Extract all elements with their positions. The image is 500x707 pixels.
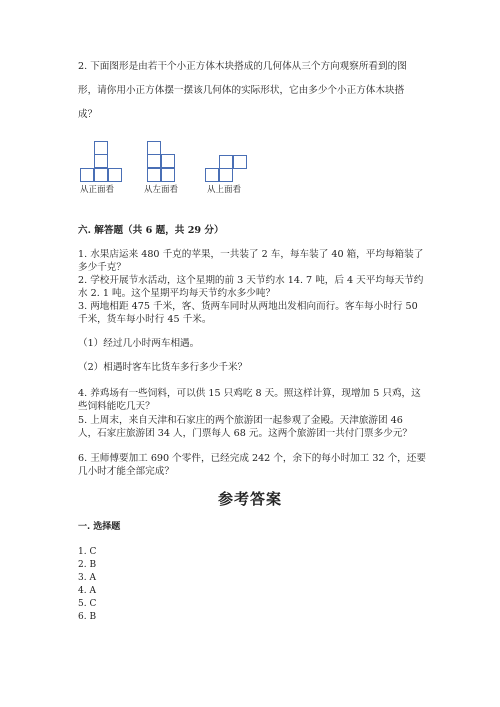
answers-title: 参考答案: [217, 490, 282, 508]
q4-line1: 4. 养鸡场有一些饲料，可以供 15 只鸡吃 8 天。照这样计算，现增加 5 只鸡，这: [78, 388, 421, 399]
answer-item: 1. C: [78, 547, 97, 557]
q3-sub1: （1）经过几小时两车相遇。: [78, 338, 200, 349]
q6-line1: 6. 王师傅要加工 690 个零件，已经完成 242 个，余下的每小时加工 32 个，还要: [78, 453, 426, 464]
left-view-label: 从左面看: [144, 185, 179, 195]
q3-line1: 3. 两地相距 475 千米，客、货两车同时从两地出发相向而行。客车每小时行 50: [78, 301, 418, 312]
answer-item: 6. B: [78, 612, 97, 622]
answer-item: 2. B: [78, 560, 97, 570]
q1-line1: 1. 水果店运来 480 千克的苹果，一共装了 2 车，每车装了 40 箱，平均每箱装了: [78, 249, 424, 260]
answer-item: 3. A: [78, 573, 96, 583]
q5-line1: 5. 上周末，来自天津和石家庄的两个旅游团一起参观了金殿。天津旅游团 46: [78, 415, 403, 426]
q1-line2: 多少千克？: [78, 262, 126, 273]
answers-section-heading: 一. 选择题: [78, 522, 121, 532]
problem2-line1: 2. 下面图形是由若干个小正方体木块搭成的几何体从三个方向观察所看到的图: [78, 61, 407, 72]
section6-heading: 六. 解答题（共 6 题，共 29 分）: [78, 225, 224, 236]
answer-item: 5. C: [78, 599, 97, 609]
left-view-figure: [147, 141, 177, 183]
answer-item: 4. A: [78, 586, 96, 596]
q2-line2: 水 2. 1 吨。这个星期平均每天节约水多少吨？: [78, 288, 276, 299]
front-view-grid: [80, 141, 122, 183]
top-view-figure: [205, 155, 249, 185]
top-view-label: 从上面看: [207, 185, 242, 195]
q2-line1: 2. 学校开展节水活动，这个星期的前 3 天节约水 14. 7 吨，后 4 天平均每天节约: [78, 275, 424, 286]
top-view-grid: [205, 155, 249, 185]
q5-line2: 人，石家庄旅游团 34 人，门票每人 68 元。这两个旅游团一共付门票多少元？: [78, 428, 413, 439]
front-view-label: 从正面看: [80, 185, 115, 195]
q6-line2: 几小时才能全部完成？: [78, 466, 174, 477]
q3-sub2: （2）相遇时客车比货车多行多少千米？: [78, 362, 248, 373]
q3-line2: 千米，货车每小时行 45 千米。: [78, 314, 212, 325]
problem2-line3: 成？: [78, 109, 98, 120]
front-view-figure: [80, 141, 122, 183]
problem2-line2: 形，请你用小正方体摆一摆该几何体的实际形状，它由多少个小正方体木块搭: [78, 85, 405, 96]
left-view-grid: [147, 141, 177, 183]
q4-line2: 些饲料能吃几天？: [78, 401, 155, 412]
